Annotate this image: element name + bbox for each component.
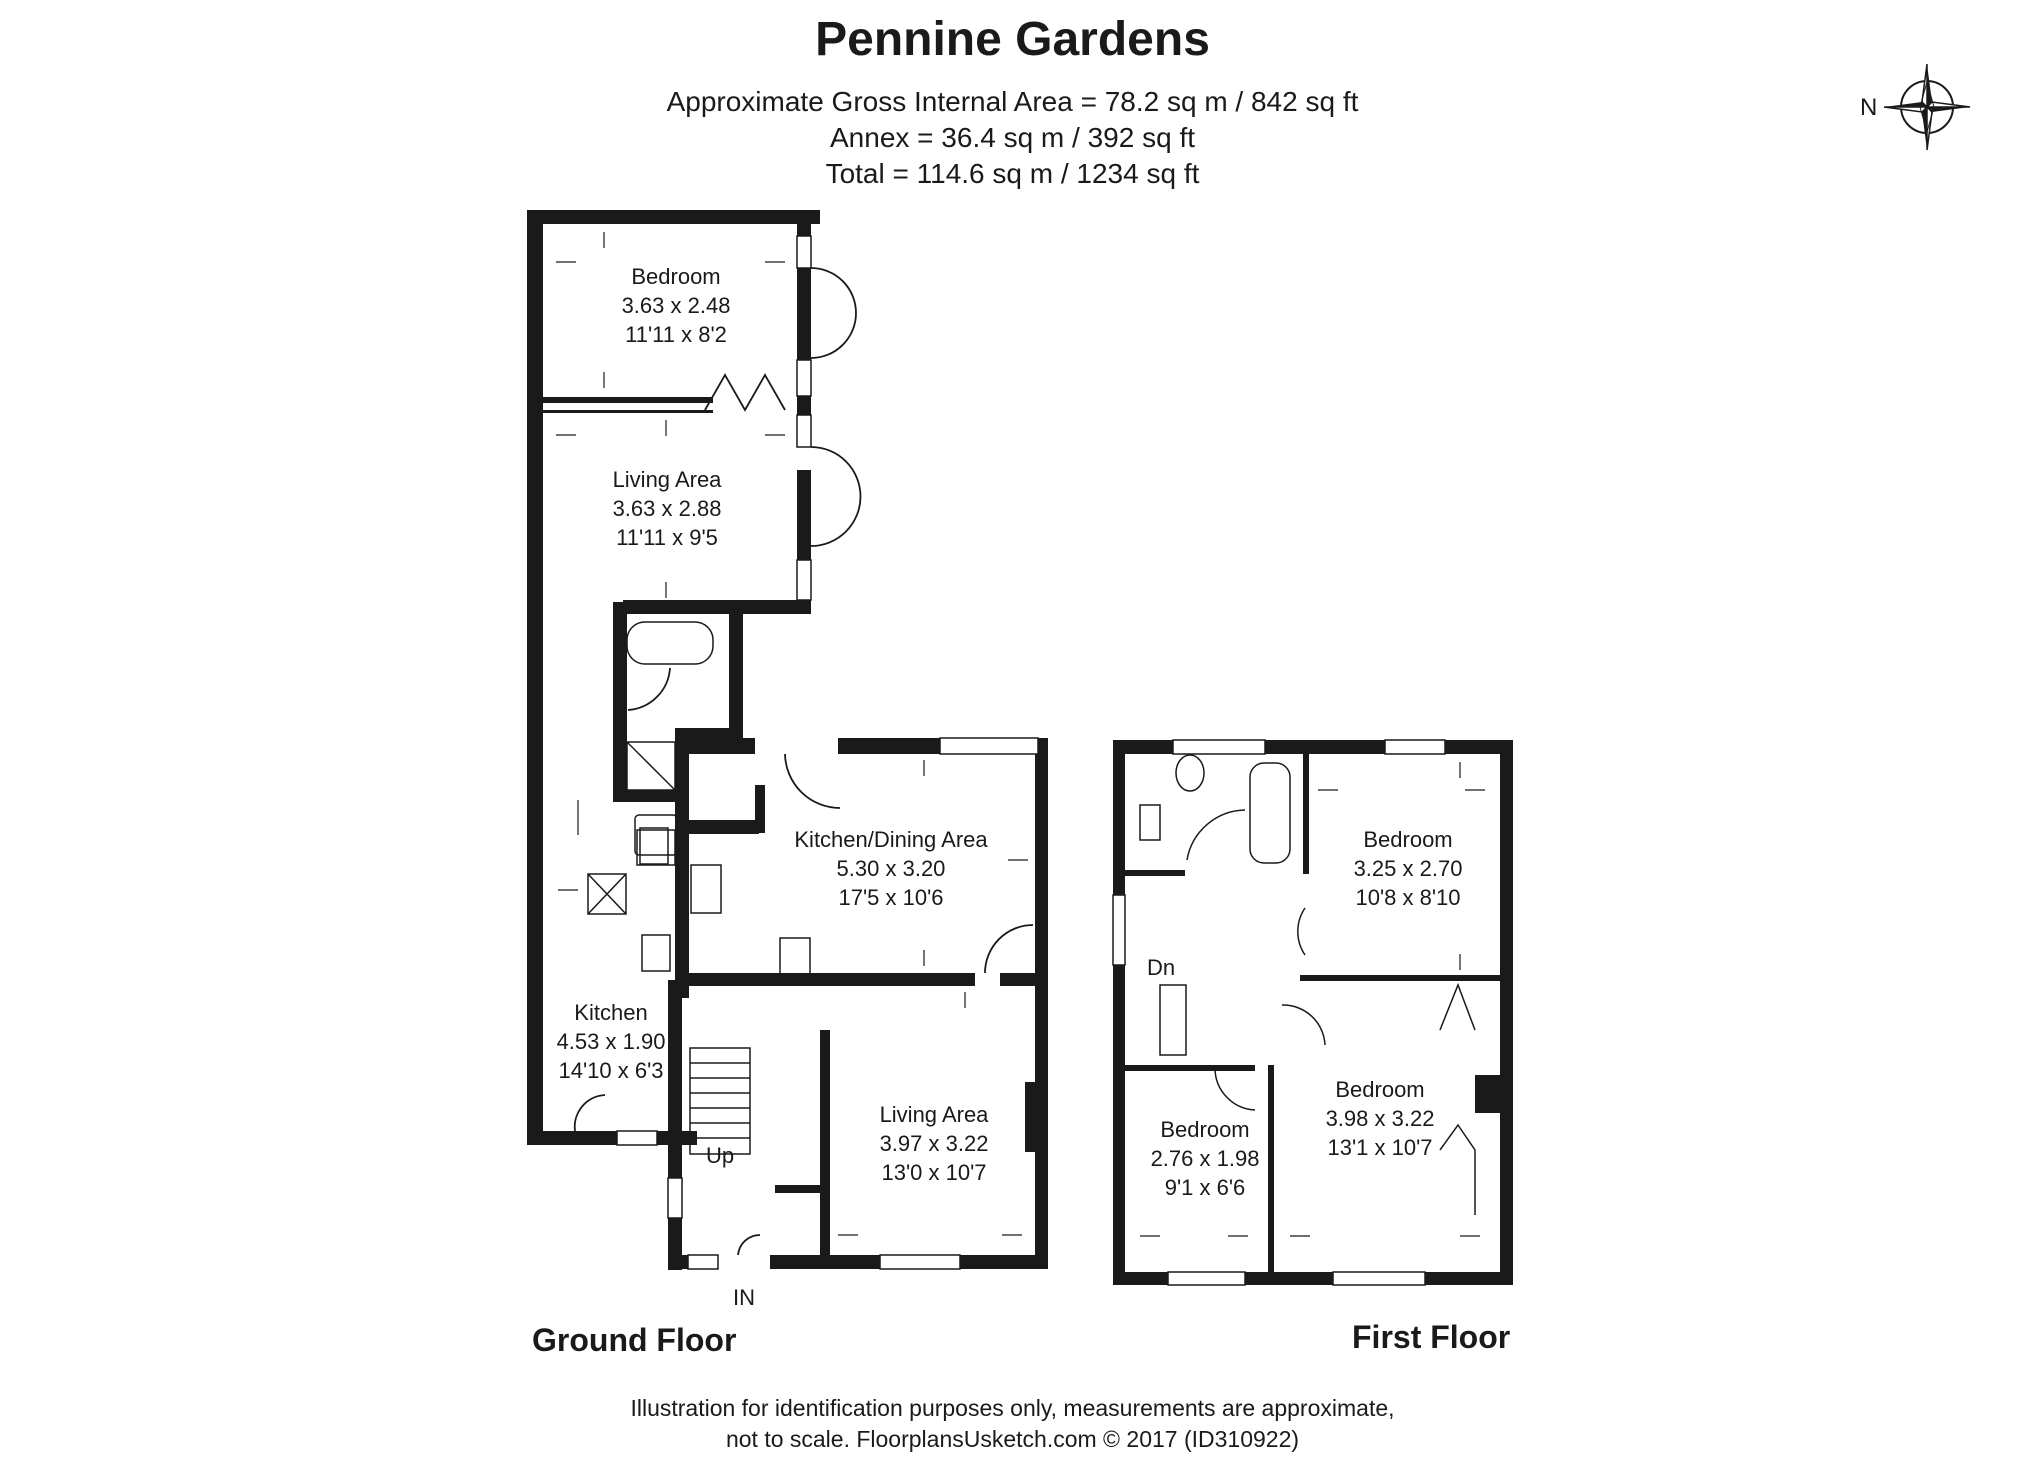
room-name: Bedroom [1160,1117,1250,1142]
room-name: Bedroom [631,264,721,289]
entrance-label: IN [733,1285,755,1310]
room-imperial: 10'8 x 8'10 [1355,885,1461,910]
annex-kitchen-label [557,998,666,1085]
room-metric: 3.98 x 3.22 [1325,1106,1435,1131]
annex-bedroom-label [622,262,731,349]
room-name: Living Area [879,1102,989,1127]
first-floor-windows [1113,740,1445,1285]
room-metric: 2.76 x 1.98 [1150,1146,1260,1171]
room-name: Kitchen [574,1000,648,1025]
footer-line-2: not to scale. FloorplansUsketch.com © 2017 (ID310922) [725,1426,1300,1452]
room-metric: 3.63 x 2.48 [621,293,731,318]
first-bedroom-small-label [1151,1115,1260,1202]
living-area-label [880,1100,989,1187]
room-name: Bedroom [1335,1077,1425,1102]
room-imperial: 11'11 x 9'5 [616,525,718,550]
room-name: Bedroom [1363,827,1453,852]
page-title: Pennine Gardens [815,13,1210,66]
room-name: Kitchen/Dining Area [794,827,988,852]
first-bedroom-front-label [1326,1075,1435,1162]
stair-down-label: Dn [1147,955,1176,980]
stair-up-label: Up [706,1143,735,1168]
room-imperial: 13'1 x 10'7 [1327,1135,1433,1160]
room-imperial: 14'10 x 6'3 [558,1058,664,1083]
room-metric: 3.97 x 3.22 [879,1131,989,1156]
room-metric: 5.30 x 3.20 [836,856,946,881]
room-imperial: 17'5 x 10'6 [838,885,944,910]
first-bedroom-back-label [1354,825,1463,912]
room-imperial: 11'11 x 8'2 [625,322,727,347]
room-metric: 3.25 x 2.70 [1353,856,1463,881]
stair-treads [690,1048,750,1154]
room-imperial: 9'1 x 6'6 [1164,1175,1246,1200]
room-metric: 3.63 x 2.88 [612,496,722,521]
room-metric: 4.53 x 1.90 [556,1029,666,1054]
first-floor-label: First Floor [1352,1319,1511,1355]
compass-north-label: N [1860,94,1878,121]
footer-disclaimer [0,1393,2025,1455]
first-floor-walls [1113,740,1513,1285]
footer-line-1: Illustration for identification purposes only, measurements are approximate, [630,1395,1395,1421]
room-imperial: 13'0 x 10'7 [881,1160,987,1185]
room-name: Living Area [612,467,722,492]
gross-area-text: Approximate Gross Internal Area = 78.2 sq m / 842 sq ft [666,86,1359,117]
annex-living-area-label [613,465,722,552]
ground-floor-label: Ground Floor [532,1322,737,1358]
kitchen-dining-label [794,825,987,912]
total-area-text: Total = 114.6 sq m / 1234 sq ft [825,158,1200,189]
annex-area-text: Annex = 36.4 sq m / 392 sq ft [830,122,1195,153]
